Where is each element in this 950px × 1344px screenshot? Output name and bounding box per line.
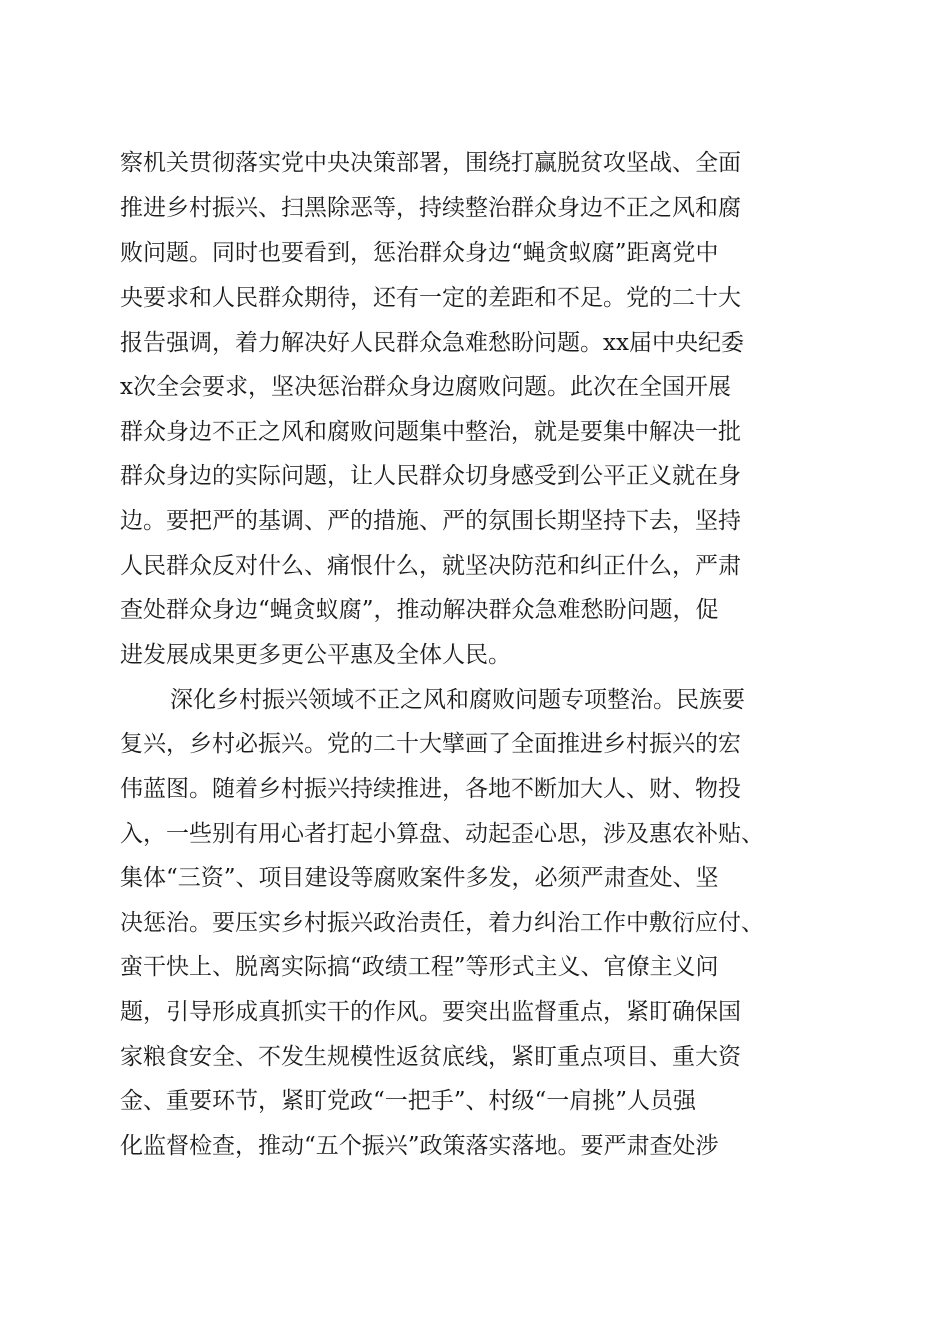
text-line: 入，一些别有用心者打起小算盘、动起歪心思，涉及惠农补贴、 <box>120 821 764 847</box>
text-line: 群众身边不正之风和腐败问题集中整治，就是要集中解决一批 <box>120 419 741 445</box>
text-line: 家粮食安全、不发生规模性返贫底线，紧盯重点项目、重大资 <box>120 1044 741 1070</box>
text-line: 群众身边的实际问题，让人民群众切身感受到公平正义就在身 <box>120 463 741 489</box>
text-line: 深化乡村振兴领域不正之风和腐败问题专项整治。民族要 <box>170 687 745 713</box>
text-line: 查处群众身边“蝇贪蚁腐”，推动解决群众急难愁盼问题，促 <box>120 597 719 623</box>
text-line: 败问题。同时也要看到，惩治群众身边“蝇贪蚁腐”距离党中 <box>120 240 719 266</box>
text-line: 决惩治。要压实乡村振兴政治责任，着力纠治工作中敷衍应付、 <box>120 910 764 936</box>
text-line: 复兴，乡村必振兴。党的二十大擘画了全面推进乡村振兴的宏 <box>120 731 741 757</box>
text-line: 集体“三资”、项目建设等腐败案件多发，必须严肃查处、坚 <box>120 865 719 891</box>
text-line: 题，引导形成真抓实干的作风。要突出监督重点，紧盯确保国 <box>120 999 741 1025</box>
text-line: 进发展成果更多更公平惠及全体人民。 <box>120 642 511 668</box>
text-line: 化监督检查，推动“五个振兴”政策落实落地。要严肃查处涉 <box>120 1133 719 1159</box>
text-line: 人民群众反对什么、痛恨什么，就坚决防范和纠正什么，严肃 <box>120 553 741 579</box>
text-line: 央要求和人民群众期待，还有一定的差距和不足。党的二十大 <box>120 285 741 311</box>
text-line: 边。要把严的基调、严的措施、严的氛围长期坚持下去，坚持 <box>120 508 741 534</box>
text-line: 伟蓝图。随着乡村振兴持续推进，各地不断加大人、财、物投 <box>120 776 741 802</box>
text-line: 蛮干快上、脱离实际搞“政绩工程”等形式主义、官僚主义问 <box>120 954 719 980</box>
text-line: 金、重要环节，紧盯党政“一把手”、村级“一肩挑”人员强 <box>120 1088 697 1114</box>
text-line: 报告强调，着力解决好人民群众急难愁盼问题。xx届中央纪委 <box>120 330 744 356</box>
text-line: 察机关贯彻落实党中央决策部署，围绕打赢脱贫攻坚战、全面 <box>120 150 741 176</box>
text-line: x次全会要求，坚决惩治群众身边腐败问题。此次在全国开展 <box>120 374 731 400</box>
text-line: 推进乡村振兴、扫黑除恶等，持续整治群众身边不正之风和腐 <box>120 195 741 221</box>
